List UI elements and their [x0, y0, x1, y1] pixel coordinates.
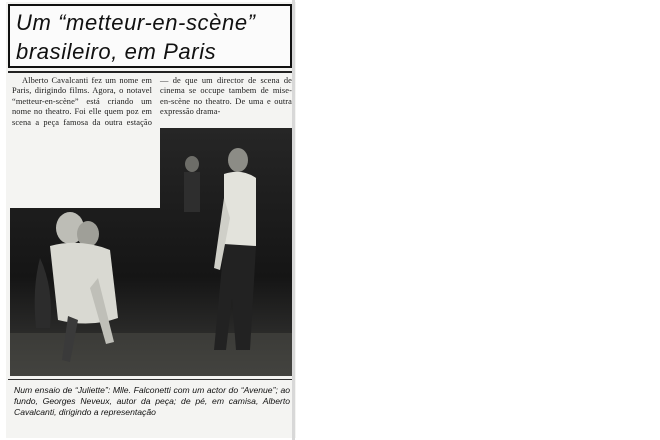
headline-line-2: brasileiro, em Paris: [16, 39, 217, 64]
headline-line-1: Um “metteur-en-scène”: [16, 10, 256, 35]
article-paragraph: Alberto Cavalcanti fez um nome em Paris, dirigindo films. Agora, o notavel “metteur-en-scène” está criando um nome no theatro. Foi elle quem poz em scena a peça famosa da outra estação: [12, 76, 152, 127]
clipping-edge: [292, 0, 295, 440]
photo-text-notch: [10, 128, 160, 208]
photo-caption: Num ensaio de “Juliette”: Mlle. Falconetti com um actor do “Avenue”; ao fundo, Georges Neveux, autor da peça; de pé, em camisa, Alberto Cavalcanti, dirigindo a representação: [14, 385, 290, 417]
headline-rule: [8, 71, 292, 73]
caption-rule: [8, 379, 292, 380]
article-paragraph: — de que um director de scena de cinema se occupe tambem de mise-en-scène no theatro. De uma e outra expressão drama-: [160, 76, 292, 117]
rehearsal-photo: [10, 128, 292, 376]
headline-box: [8, 4, 292, 68]
article-column-2: [160, 76, 292, 118]
newspaper-clipping: [6, 2, 296, 438]
